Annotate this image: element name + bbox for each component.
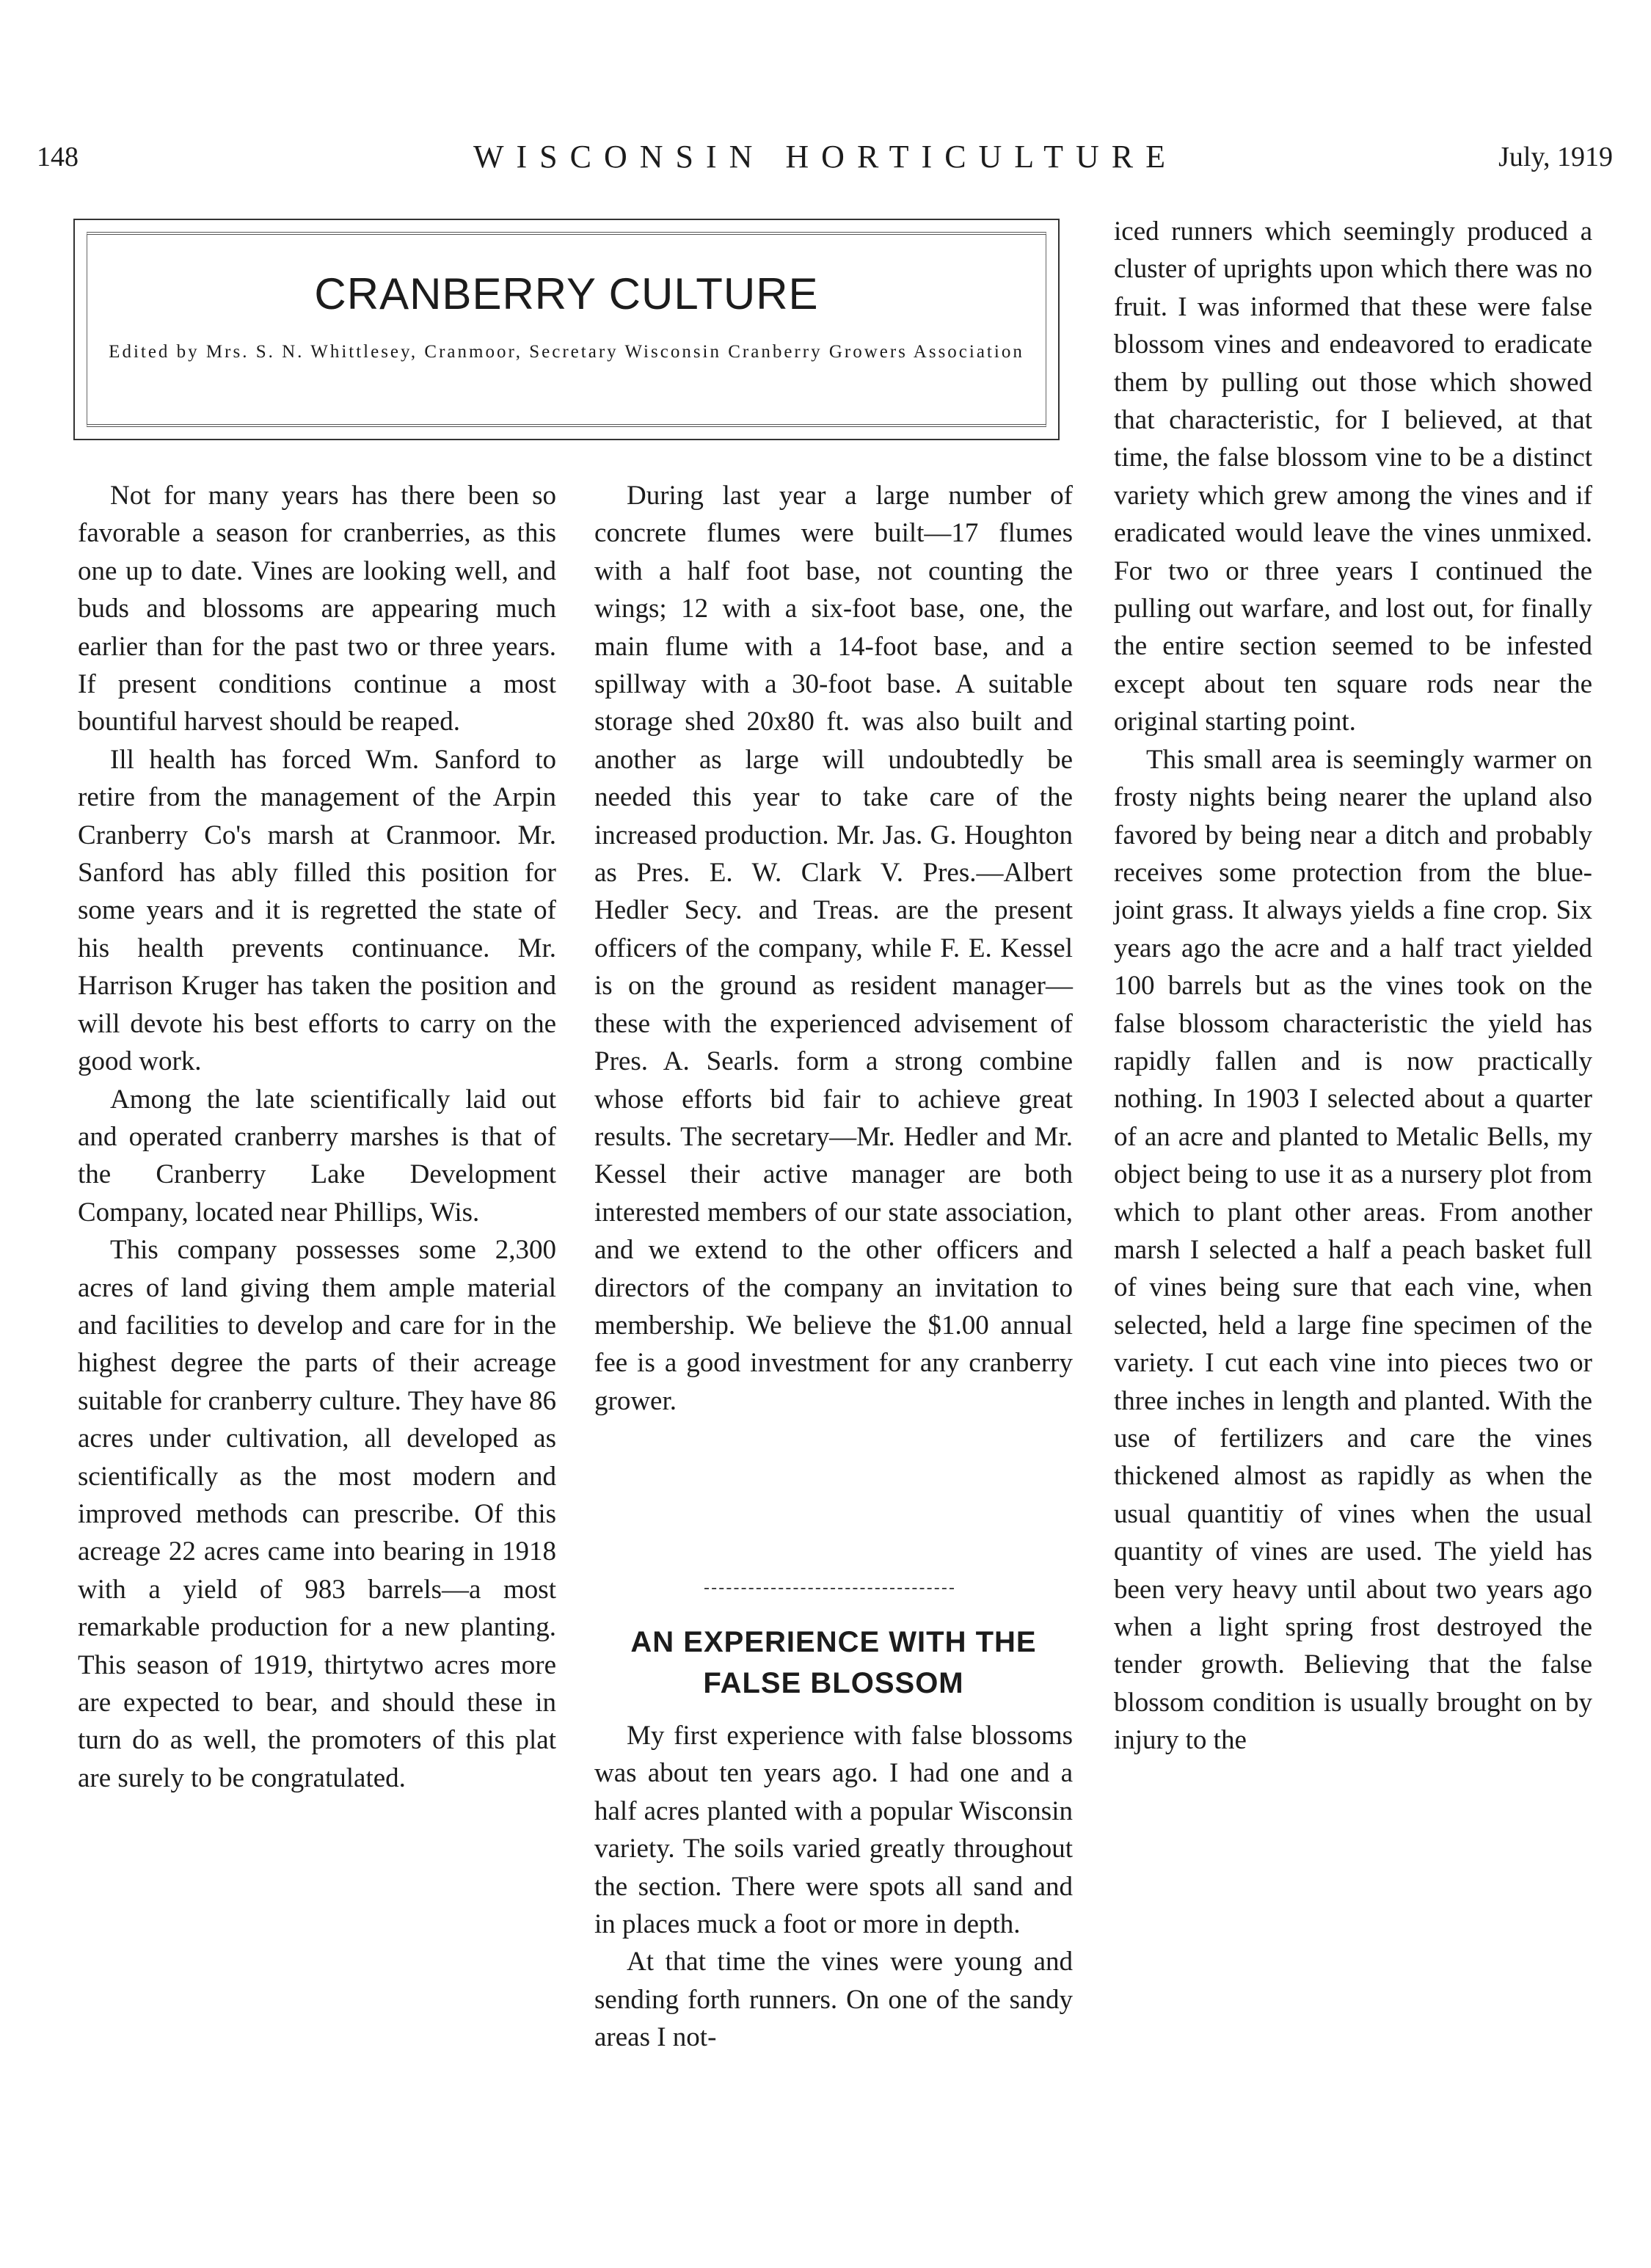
paragraph: My first experience with false blossoms was about ten years ago. I had one and a half acres planted with a popular Wisconsin variety. The soils varied greatly throughout the section. There were spots all sand and in places muck a foot or more in depth. <box>594 1721 1073 1940</box>
column-3 <box>1114 213 1592 1760</box>
column-2 <box>594 477 1073 1420</box>
paragraph: This small area is seemingly warmer on frosty nights being nearer the upland also favored by being near a ditch and probably receives some protection from the blue-joint grass. It always yields a fine crop. Six years ago the acre and a half tract yielded 100 barrels but as the vines took on the false blossom characteristic the yield has rapidly fallen and is now practically nothing. In 1903 I selected about a quarter of an acre and planted to Metalic Bells, my object being to use it as a nursery plot from which to plant other areas. From another marsh I selected a half a peach basket full of vines being sure that each vine, when selected, held a large fine specimen of the variety. I cut each vine into pieces two or three inches in length and planted. With the use of fertilizers and care the vines thickened almost as rapidly as when the usual quantitiy of vines when the usual quantity of vines are used. The yield has been very heavy until about two years ago when a light spring frost destroyed the tender growth. Believing that the false blossom condition is usually brought on by injury to the <box>1114 744 1592 1756</box>
paragraph: iced runners which seemingly produced a cluster of uprights upon which there was no fruit. I was informed that these were false blossom vines and endeavored to eradicate them by pulling out those which showed that characteristic, for I believed, at that time, the false blossom vine to be a distinct variety which grew among the vines and if eradicated would leave the vines unmixed. For two or three years I continued the pulling out warfare, and lost out, for finally the entire section seemed to be infested except about ten square rods near the original starting point. <box>1114 216 1592 737</box>
paragraph: Not for many years has there been so favorable a season for cranberries, as this one up to date. Vines are looking well, and buds and blossoms are appearing much earlier than for the past two or three years. If present conditions continue a most bountiful harvest should be reaped. <box>78 481 556 737</box>
editor-credit: Edited by Mrs. S. N. Whittlesey, Cranmoor, Secretary Wisconsin Cranberry Growers Association <box>109 342 1024 362</box>
title-box-frame <box>87 232 1046 427</box>
page-number: 148 <box>37 142 79 172</box>
section-title-box <box>73 219 1060 440</box>
issue-date: July, 1919 <box>1498 142 1613 172</box>
article-divider <box>704 1588 954 1589</box>
article-heading: AN EXPERIENCE WITH THE FALSE BLOSSOM <box>630 1626 1037 1699</box>
journal-title: WISCONSIN HORTICULTURE <box>473 139 1178 175</box>
paragraph: At that time the vines were young and sending forth runners. On one of the sandy areas I not- <box>594 1947 1073 2053</box>
paragraph: During last year a large number of concrete flumes were built—17 flumes with a half foot base, not counting the wings; 12 with a six-foot base, one, the main flume with a 14-foot base, and a spillway with a 30-foot base. A suitable storage shed 20x80 ft. was also built and another as large will undoubtedly be needed this year to take care of the increased production. Mr. Jas. G. Houghton as Pres. E. W. Clark V. Pres.—Albert Hedler Secy. and Treas. are the present officers of the company, while F. E. Kessel is on the ground as resident manager—these with the experienced advisement of Pres. A. Searls. form a strong combine whose efforts bid fair to achieve great results. The secretary—Mr. Hedler and Mr. Kessel their active manager are both interested members of our state association, and we extend to the other officers and directors of the company an invitation to membership. We believe the $1.00 annual fee is a good investment for any cranberry grower. <box>594 481 1073 1416</box>
column-1 <box>78 477 556 1797</box>
article-2-text <box>594 1717 1073 2057</box>
running-header <box>0 141 1651 185</box>
section-title: CRANBERRY CULTURE <box>314 269 819 318</box>
paragraph: This company possesses some 2,300 acres of land giving them ample material and facilities to develop and care for in the highest degree the parts of their acreage suitable for cranberry culture. They have 86 acres under cultivation, all developed as scientifically as the most modern and improved methods can prescribe. Of this acreage 22 acres came into bearing in 1918 with a yield of 983 barrels—a most remarkable production for a new planting. This season of 1919, thirtytwo acres more are expected to bear, and should these in turn do as well, the promoters of this plat are surely to be congratulated. <box>78 1235 556 1793</box>
paragraph: Among the late scientifically laid out and operated cranberry marshes is that of the Cranberry Lake Development Company, located near Phillips, Wis. <box>78 1084 556 1228</box>
paragraph: Ill health has forced Wm. Sanford to retire from the management of the Arpin Cranberry Co's marsh at Cranmoor. Mr. Sanford has ably filled this position for some years and it is regretted the state of his health prevents continuance. Mr. Harrison Kruger has taken the position and will devote his best efforts to carry on the good work. <box>78 744 556 1077</box>
